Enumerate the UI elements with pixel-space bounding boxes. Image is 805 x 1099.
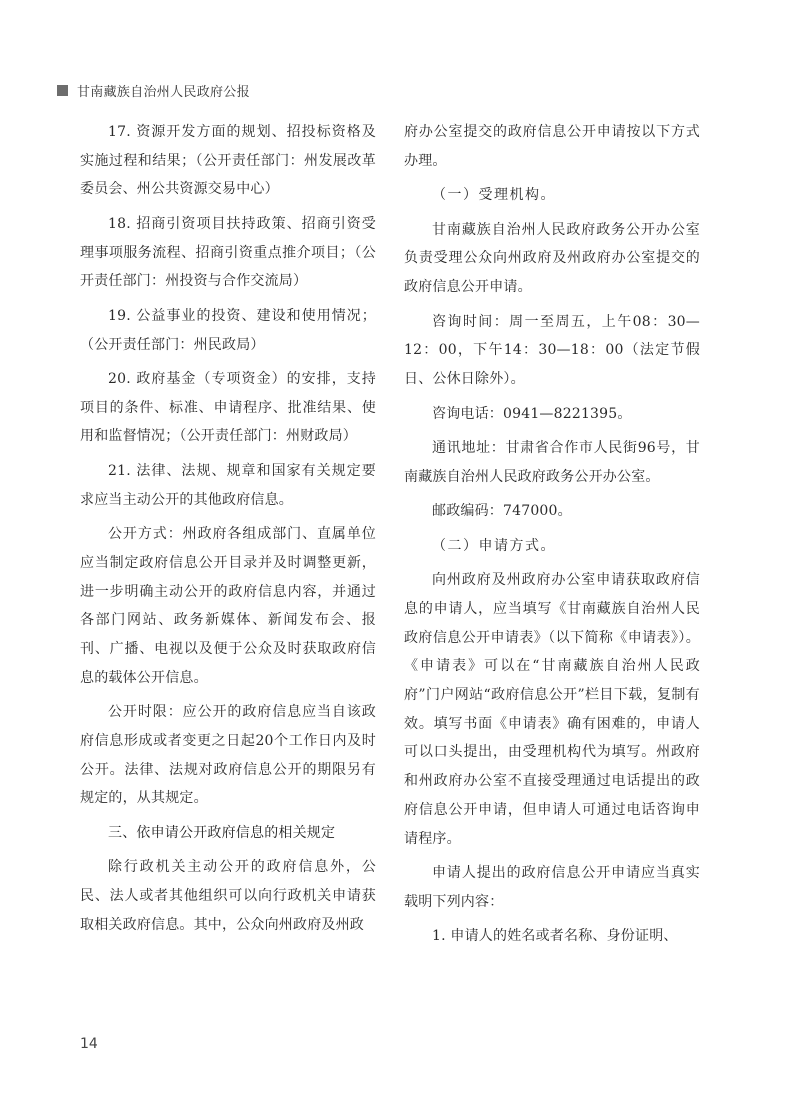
paragraph: 17. 资源开发方面的规划、招投标资格及实施过程和结果；（公开责任部门：州发展改革委员会、州公共资源交易中心） — [80, 124, 376, 198]
paragraph: 咨询时间：周一至周五，上午08：30—12：00，下午14：30—18：00（法定节假日、公休日除外）。 — [404, 313, 700, 388]
paragraph: 20. 政府基金（专项资金）的安排，支持项目的条件、标准、申请程序、批准结果、使用和监督情况；（公开责任部门：州财政局） — [80, 371, 376, 445]
paragraph: 咨询电话：0941—8221395。 — [432, 405, 632, 422]
paragraph: 公开时限：应公开的政府信息应当自该政府信息形成或者变更之日起20个工作日内及时公开。法律、法规对政府信息公开的期限另有规定的，从其规定。 — [80, 704, 376, 807]
paragraph: 19. 公益事业的投资、建设和使用情况；（公开责任部门：州民政局） — [80, 307, 376, 353]
left-column — [80, 118, 376, 945]
paragraph: 18. 招商引资项目扶持政策、招商引资受理事项服务流程、招商引资重点推介项目；（公开责任部门：州投资与合作交流局） — [80, 215, 376, 290]
paragraph: 向州政府及州政府办公室申请获取政府信息的申请人，应当填写《甘南藏族自治州人民政府信息公开申请表》（以下简称《申请表》）。《申请表》可以在“甘南藏族自治州人民政府”门户网站“政府信息公开”栏目下载，复制有效。填写书面《申请表》确有困难的，申请人可以口头提出，由受理机构代为填写。州政府和州政府办公室不直接受理通过电话提出的政府信息公开申请，但申请人可通过电话咨询申请程序。 — [404, 572, 700, 847]
section-heading: 三、依申请公开政府信息的相关规定 — [108, 824, 336, 841]
publication-title: 甘南藏族自治州人民政府公报 — [77, 84, 250, 100]
page-number: 14 — [80, 1036, 98, 1052]
subsection-heading: （一）受理机构。 — [432, 187, 556, 204]
subsection-heading: （二）申请方式。 — [432, 537, 556, 554]
header-square-marker — [57, 85, 68, 96]
paragraph: 公开方式：州政府各组成部门、直属单位应当制定政府信息公开目录并及时调整更新，进一步明确主动公开的政府信息内容，并通过各部门网站、政务新媒体、新闻发布会、报刊、广播、电视以及便于公众及时获取政府信息的载体公开信息。 — [80, 526, 376, 686]
paragraph: 府办公室提交的政府信息公开申请按以下方式办理。 — [404, 124, 700, 169]
paragraph: 甘南藏族自治州人民政府政务公开办公室负责受理公众向州政府及州政府办公室提交的政府信息公开申请。 — [404, 221, 700, 296]
paragraph: 通讯地址：甘肃省合作市人民街96号，甘南藏族自治州人民政府政务公开办公室。 — [404, 440, 700, 485]
paragraph: 1. 申请人的姓名或者名称、身份证明、 — [432, 928, 678, 945]
publication-header — [57, 80, 250, 100]
paragraph: 申请人提出的政府信息公开申请应当真实载明下列内容： — [404, 865, 700, 910]
paragraph: 邮政编码：747000。 — [432, 503, 572, 520]
right-column — [404, 118, 700, 957]
paragraph: 除行政机关主动公开的政府信息外，公民、法人或者其他组织可以向行政机关申请获取相关政府信息。其中，公众向州政府及州政 — [80, 859, 376, 933]
paragraph: 21. 法律、法规、规章和国家有关规定要求应当主动公开的其他政府信息。 — [80, 462, 376, 508]
